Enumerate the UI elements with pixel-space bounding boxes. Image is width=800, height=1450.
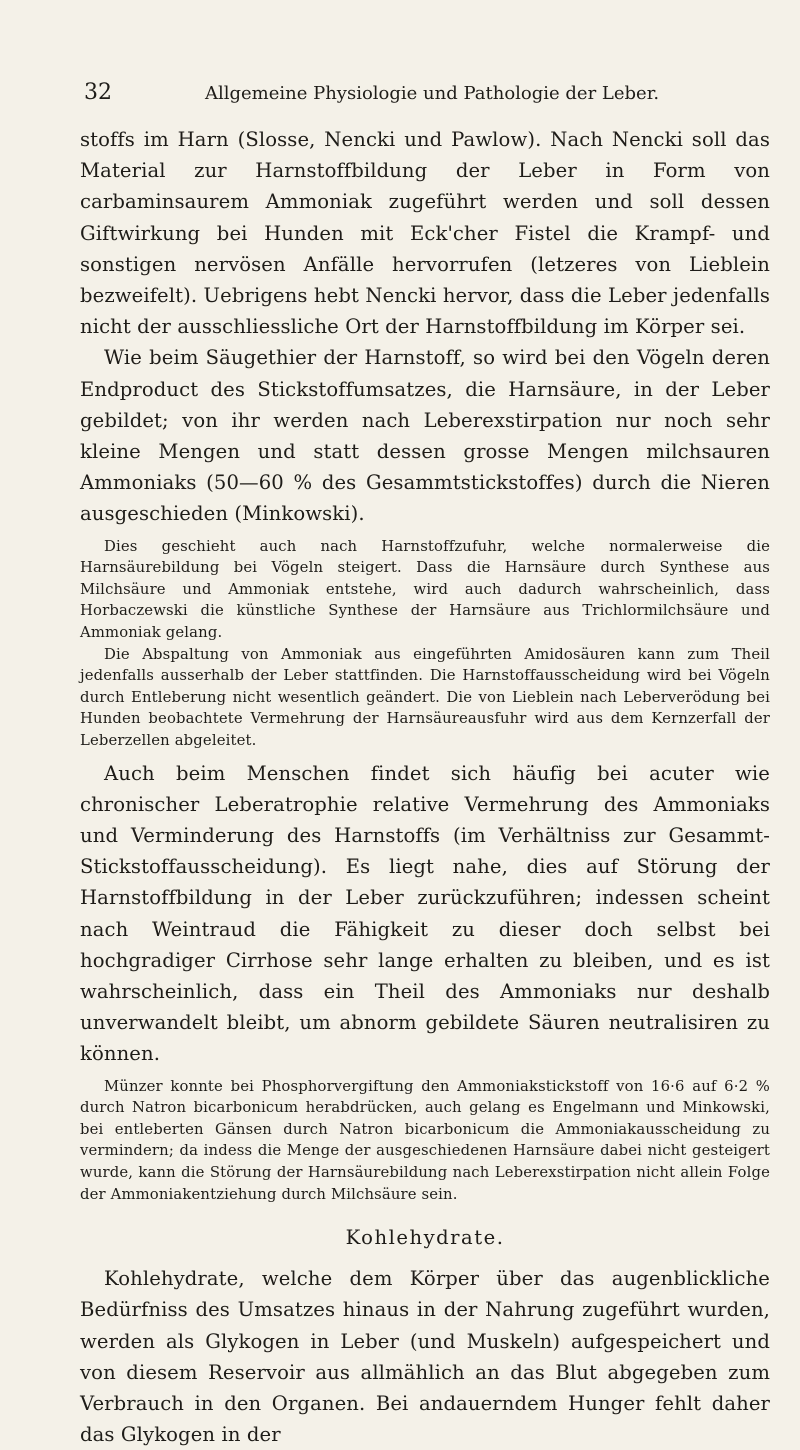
note-phosphorus: Münzer konnte bei Phosphorvergiftung den Ammoniakstickstoff von 16·6 auf 6·2 % durch Natron bicarbonicum herabdrücken, auch gelang es Engelmann und Minkowski, bei entleberten Gänsen durch Natron bicarbonicum die Ammoniakausscheidung zu vermindern; da indess die Menge der ausgeschiedenen Harnsäure dabei nicht gesteigert wurde, kann die Störung der Harnsäurebildung nach Leberexstirpation nicht allein Folge der Ammoniakentziehung durch Milchsäure sein. [80, 1077, 770, 1203]
paragraph-human-atrophy: Auch beim Menschen findet sich häufig bei acuter wie chronischer Leberatrophie relative Vermehrung des Ammoniaks und Verminderung des Harnstoffs (im Verhältniss zur Gesammt-Stickstoffausscheidung). Es liegt nahe, dies auf Störung der Harnstoffbildung in der Leber zurückzuführen; indessen scheint nach Weintraud die Fähigkeit zu dieser doch selbst bei hochgradiger Cirrhose sehr lange erhalten zu bleiben, und es ist wahrscheinlich, dass ein Theil des Ammoniaks nur deshalb unverwandelt bleibt, um abnorm gebildete Säuren neutralisiren zu können. [80, 761, 770, 1066]
page-number: 32 [84, 80, 112, 105]
paragraph-bird-uric-acid: Wie beim Säugethier der Harnstoff, so wird bei den Vögeln deren Endproduct des Stickstoffumsatzes, die Harnsäure, in der Leber gebildet; von ihr werden nach Leberexstirpation nur noch sehr kleine Mengen und statt dessen grosse Mengen milchsauren Ammoniaks (50—60 % des Gesammtstickstoffes) durch die Nieren ausgeschieden (Minkowski). [80, 346, 770, 526]
note-amino-acids: Die Abspaltung von Ammoniak aus eingeführten Amidosäuren kann zum Theil jedenfalls ausserhalb der Leber stattfinden. Die Harnstoffausscheidung wird bei Vögeln durch Entleberung nicht wesentlich geändert. Die von Lieblein nach Leberverödung bei Hunden beobachtete Vermehrung der Harnsäureausfuhr wird aus dem Kernzerfall der Leberzellen abgeleitet. [80, 645, 770, 749]
running-title: Allgemeine Physiologie und Pathologie der Leber. [204, 83, 660, 104]
note-synthesis: Dies geschieht auch nach Harnstoffzufuhr, welche normalerweise die Harnsäurebildung bei Vögeln steigert. Dass die Harnsäure durch Synthese aus Milchsäure und Ammoniak entstehe, wird auch dadurch wahrscheinlich, dass Horbaczewski die künstliche Synthese der Harnsäure aus Trichlormilchsäure und Ammoniak gelang. [80, 537, 770, 642]
paragraph-carbohydrates: Kohlehydrate, welche dem Körper über das augenblickliche Bedürfniss des Umsatzes hinaus in der Nahrung zugeführt wurden, werden als Glykogen in Leber (und Muskeln) aufgespeichert und von diesem Reservoir aus allmählich an das Blut abgegeben zum Verbrauch in den Organen. Bei andauerndem Hunger fehlt daher das Glykogen in der [80, 1267, 770, 1447]
paragraph-continuation: stoffs im Harn (Slosse, Nencki und Pawlow). Nach Nencki soll das Material zur Harnstoffbildung der Leber in Form von carbaminsaurem Ammoniak zugeführt werden und soll dessen Giftwirkung bei Hunden mit Eck'cher Fistel die Krampf- und sonstigen nervösen Anfälle hervorrufen (letzeres von Lieblein bezweifelt). Uebrigens hebt Nencki hervor, dass die Leber jedenfalls nicht der ausschliessliche Ort der Harnstoffbildung im Körper sei. [80, 128, 770, 339]
page-header [84, 80, 770, 108]
text-body [80, 124, 770, 1450]
section-heading: Kohlehydrate. [345, 1226, 505, 1250]
